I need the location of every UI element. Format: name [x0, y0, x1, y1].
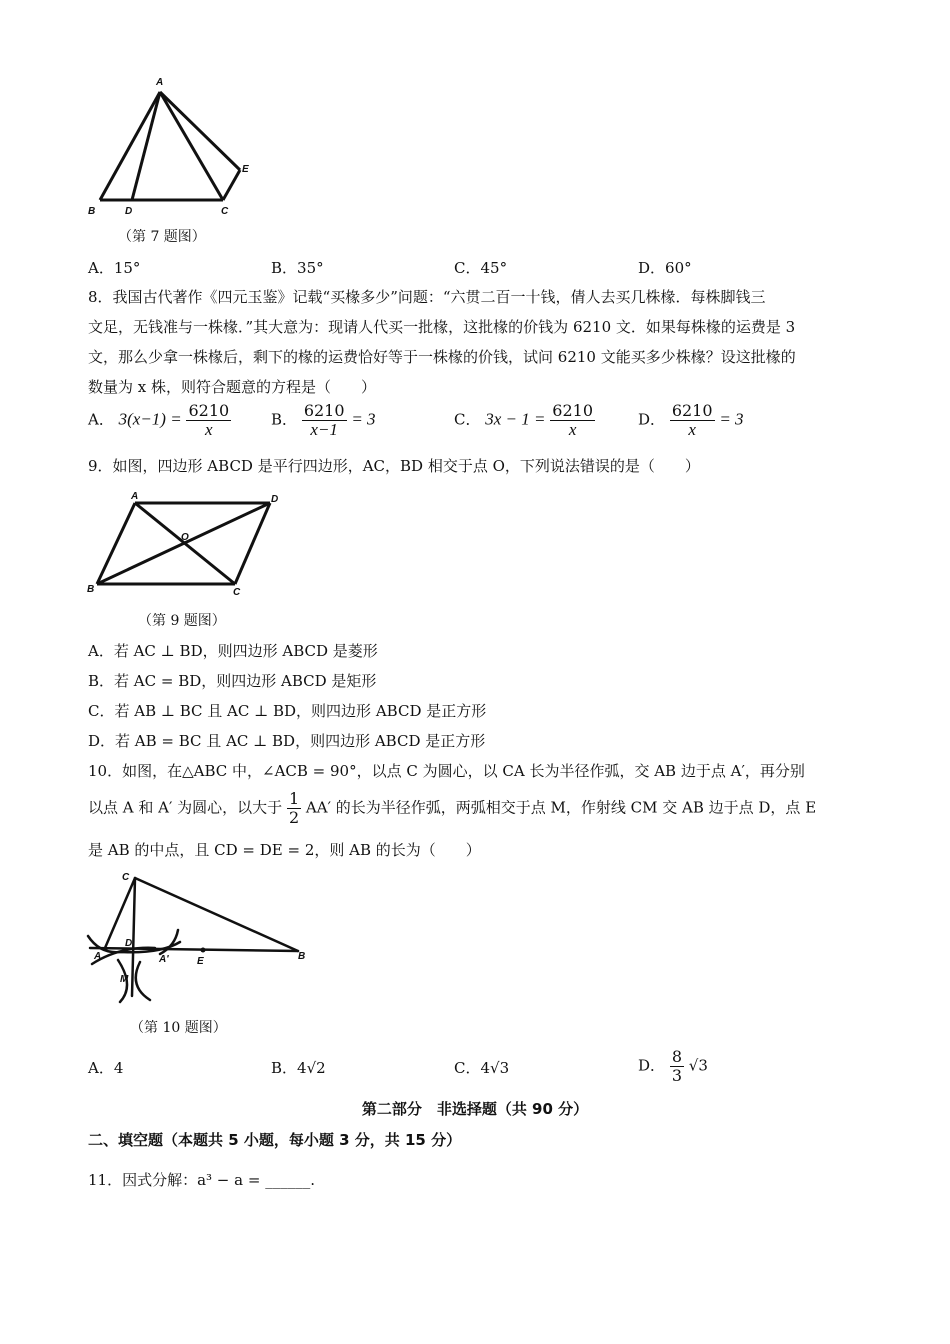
q8-option-a-fraction	[186, 402, 231, 439]
q10-option-d-denominator: 3	[671, 1066, 682, 1085]
q10-caption: （第 10 题图）	[130, 1020, 227, 1036]
q7-option-d[interactable]: D．60°	[638, 259, 692, 277]
part2-title: 第二部分 非选择题（共 90 分）	[361, 1100, 589, 1118]
q10-stem-line-3: 是 AB 的中点，且 CD = DE = 2，则 AB 的长为（ ）	[88, 841, 481, 859]
q8-option-b-numerator: 6210	[303, 401, 345, 420]
q8-option-c-fraction	[550, 402, 595, 439]
q10-option-d-label: D．	[638, 1056, 666, 1075]
q8-option-d-tail: = 3	[719, 409, 744, 429]
q8-option-b-label: B．	[271, 410, 298, 429]
q8-option-d[interactable]	[638, 402, 744, 439]
q11-text: 11．因式分解：a³ − a = ______.	[88, 1171, 315, 1189]
q9-label-c: C	[233, 587, 241, 598]
q8-option-c-label: C．	[454, 410, 481, 429]
q10-label-a-prime: A'	[159, 954, 169, 965]
q7-label-b: B	[88, 206, 96, 217]
q8-option-a-label: A．	[88, 410, 114, 429]
q8-option-d-fraction	[670, 402, 715, 439]
q8-option-d-numerator: 6210	[671, 401, 713, 420]
q10-half-fraction	[287, 790, 301, 827]
q7-figure	[80, 72, 270, 222]
q8-option-b-tail: = 3	[351, 409, 376, 429]
q9-label-o: O	[181, 532, 189, 543]
q7-option-a[interactable]: A．15°	[88, 259, 141, 277]
q9-option-c[interactable]: C．若 AB ⊥ BC 且 AC ⊥ BD，则四边形 ABCD 是正方形	[88, 702, 487, 720]
q10-label-b: B	[298, 951, 306, 962]
q7-label-c: C	[221, 206, 229, 217]
q9-label-b: B	[87, 584, 95, 595]
q8-option-a[interactable]	[88, 402, 231, 439]
q9-option-d[interactable]: D．若 AB = BC 且 AC ⊥ BD，则四边形 ABCD 是正方形	[88, 732, 486, 750]
q7-option-c[interactable]: C．45°	[454, 259, 508, 277]
q10-stem-line-2-post: AA′ 的长为半径作弧，两弧相交于点 M，作射线 CM 交 AB 边于点 D，点 E	[305, 798, 817, 817]
q8-option-c-denominator: x	[568, 420, 577, 439]
q9-label-a: A	[131, 491, 139, 502]
q10-label-m: M	[120, 974, 129, 985]
q8-option-d-label: D．	[638, 410, 666, 429]
q7-label-a: A	[156, 77, 164, 88]
q10-option-d-numerator: 8	[671, 1047, 682, 1066]
q7-label-d: D	[125, 206, 133, 217]
q8-option-d-denominator: x	[688, 420, 696, 439]
q10-figure	[80, 866, 320, 1006]
q9-caption: （第 9 题图）	[138, 613, 226, 629]
q8-option-c[interactable]	[454, 402, 595, 439]
q9-figure	[85, 488, 295, 600]
q10-label-e: E	[197, 956, 204, 967]
q10-option-d-fraction	[670, 1048, 684, 1085]
q10-stem-line-2	[88, 790, 816, 827]
q9-stem: 9．如图，四边形 ABCD 是平行四边形，AC，BD 相交于点 O，下列说法错误的是（ ）	[88, 457, 700, 475]
q7-label-e: E	[242, 164, 249, 175]
q10-label-d: D	[125, 938, 133, 949]
q10-option-d-tail: √3	[688, 1056, 708, 1075]
q10-half-numerator: 1	[288, 789, 300, 808]
fill-in-section-heading: 二、填空题（本题共 5 小题，每小题 3 分，共 15 分）	[88, 1131, 462, 1149]
q9-label-d: D	[271, 494, 279, 505]
q9-option-b[interactable]: B．若 AC = BD，则四边形 ABCD 是矩形	[88, 672, 377, 690]
q8-stem-line-2: 文足，无钱准与一株椽．”其大意为：现请人代买一批椽，这批椽的价钱为 6210 文．如果每株椽的运费是 3	[88, 318, 796, 336]
q8-stem-line-1: 8．我国古代著作《四元玉鉴》记载“买椽多少”问题：“六贯二百一十钱，倩人去买几株椽．每株脚钱三	[88, 288, 766, 306]
q9-option-a[interactable]: A．若 AC ⊥ BD，则四边形 ABCD 是菱形	[88, 642, 378, 660]
q10-label-a: A	[94, 951, 102, 962]
q8-option-a-numerator: 6210	[188, 401, 230, 420]
q8-option-b[interactable]	[271, 402, 376, 439]
q7-option-b[interactable]: B．35°	[271, 259, 324, 277]
q8-option-b-denominator: x−1	[310, 420, 338, 439]
q10-half-denominator: 2	[288, 808, 300, 827]
q8-option-a-denominator: x	[205, 420, 213, 439]
q10-option-c[interactable]: C．4√3	[454, 1059, 510, 1077]
q8-stem-line-4: 数量为 x 株，则符合题意的方程是（ ）	[88, 378, 376, 396]
q8-option-c-expr: 3x − 1 =	[485, 409, 546, 429]
q8-option-a-expr: 3(x−1) =	[118, 409, 182, 429]
q10-option-b[interactable]: B．4√2	[271, 1059, 326, 1077]
q10-option-a[interactable]: A．4	[88, 1059, 124, 1077]
q8-stem-line-3: 文，那么少拿一株椽后，剩下的椽的运费恰好等于一株椽的价钱，试问 6210 文能买多少株椽？设这批椽的	[88, 348, 796, 366]
q8-option-c-numerator: 6210	[552, 401, 594, 420]
q10-stem-line-1: 10．如图，在△ABC 中，∠ACB = 90°，以点 C 为圆心，以 CA 长为半径作弧，交 AB 边于点 A′，再分别	[88, 762, 805, 780]
q10-label-c: C	[122, 872, 130, 883]
q10-stem-line-2-pre: 以点 A 和 A′ 为圆心，以大于	[88, 798, 283, 817]
q10-option-d[interactable]	[638, 1048, 708, 1085]
q8-option-b-fraction	[302, 402, 347, 439]
q7-caption: （第 7 题图）	[118, 229, 206, 245]
